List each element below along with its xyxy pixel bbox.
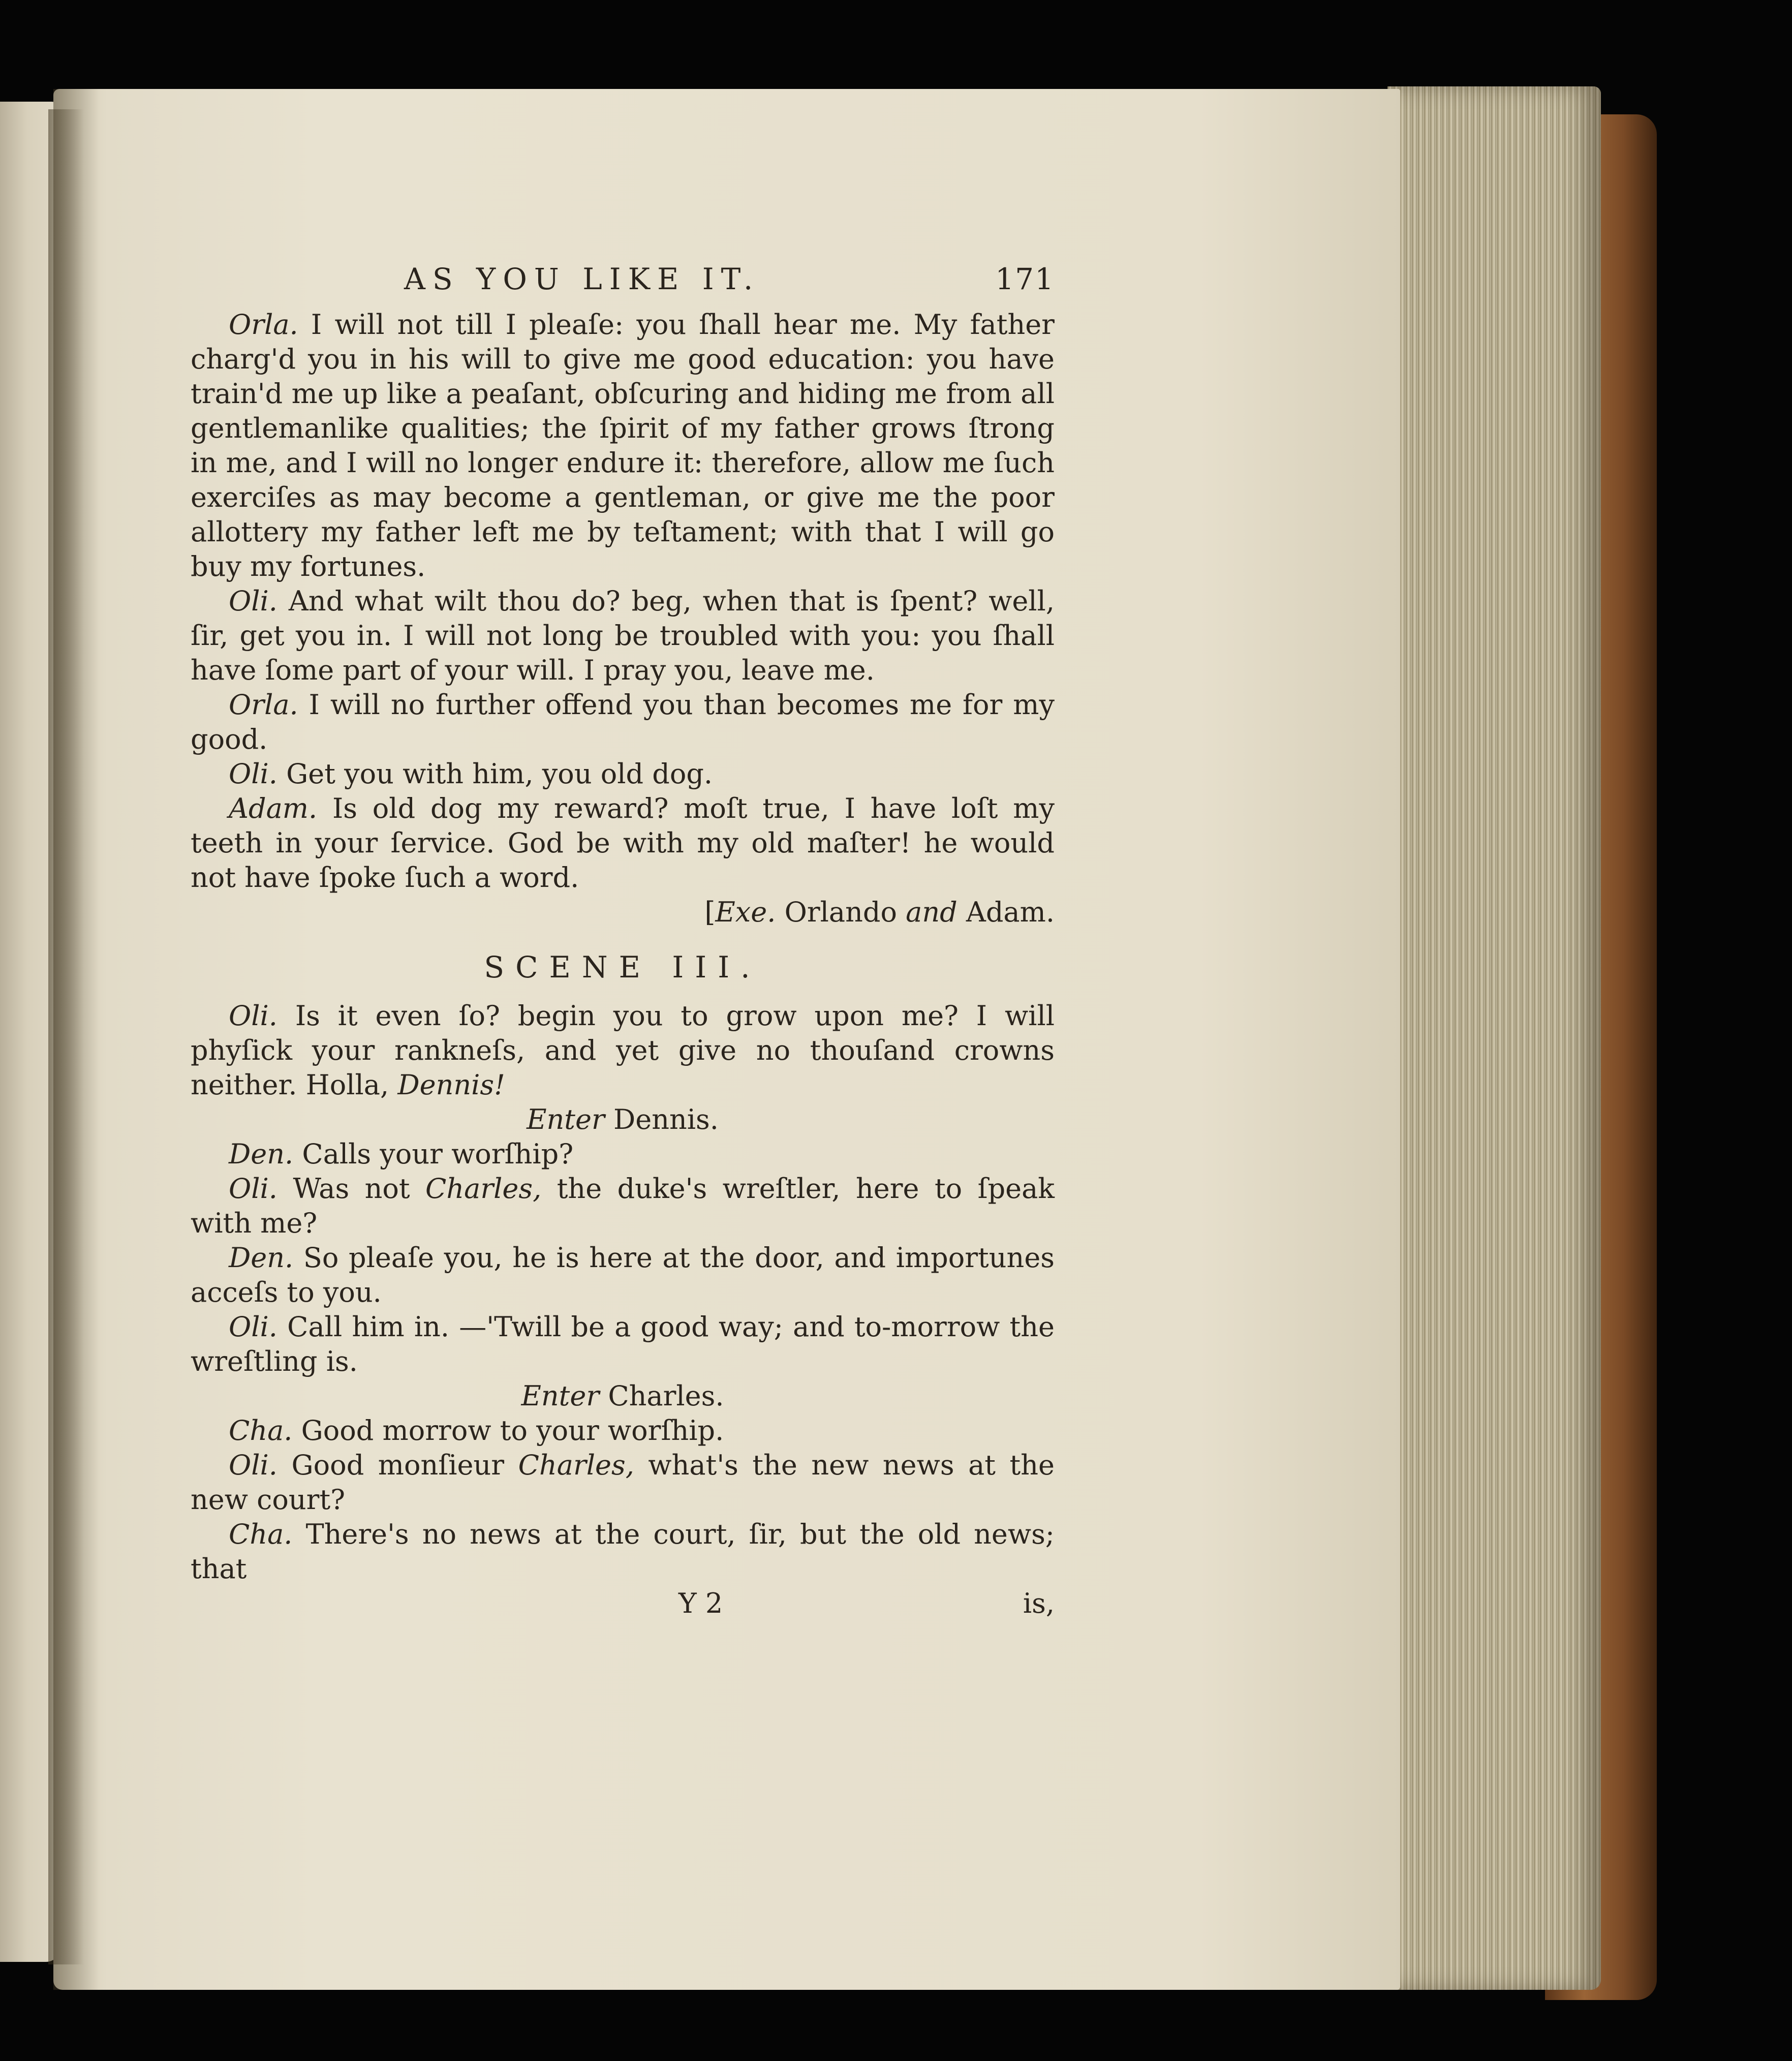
speech-text: what's the new news at the new court? — [191, 1449, 1055, 1516]
speech-text: And what wilt thou do? beg, when that is ſpent? well, ſir, get you in. I will not long be troubled with you: you ſhall have ſome part of your will. I pray you, leave me. — [191, 585, 1055, 686]
speaker-label: Oli. — [229, 585, 277, 617]
speaker-label: Oli. — [229, 1449, 277, 1481]
speech-text: Calls your worſhip? — [302, 1138, 574, 1170]
speech-text: Good morrow to your worſhip. — [301, 1414, 724, 1447]
stage-direction — [191, 1379, 1055, 1413]
speech — [191, 688, 1055, 757]
scene-heading: SCENE III. — [484, 950, 761, 985]
speech-text: Get you with him, you old dog. — [286, 758, 713, 790]
speech — [191, 1172, 1055, 1241]
stage-direction — [191, 1102, 1055, 1137]
page-block-edge — [1387, 86, 1601, 1990]
character-name: Orlando — [784, 896, 897, 928]
speech — [191, 1413, 1055, 1448]
speech-text: I will no further offend you than becomes me for my good. — [191, 689, 1055, 755]
character-name: Adam. — [966, 896, 1055, 928]
speech-text: Call him in. —'Twill be a good way; and to-morrow the wreſtling is. — [191, 1311, 1055, 1377]
speech — [191, 1517, 1055, 1586]
speech — [191, 1448, 1055, 1517]
character-name: Charles, — [518, 1449, 634, 1481]
speaker-label: Oli. — [229, 758, 277, 790]
speech — [191, 757, 1055, 791]
speech — [191, 1137, 1055, 1172]
character-name: Dennis. — [613, 1103, 719, 1135]
catchword: is, — [1023, 1587, 1055, 1619]
speech — [191, 791, 1055, 930]
speaker-label: Adam. — [229, 792, 318, 824]
exit-direction — [191, 895, 1055, 930]
enter-word: Enter — [527, 1103, 605, 1135]
call-name: Dennis! — [397, 1069, 505, 1101]
speech-text: I will not till I pleaſe: you ſhall hear me. My father charg'd you in his will to give me good education: you have train'd me up like a peaſant, obſcuring and hiding me from all gentlemanlike qualities; the ſpirit of my father grows ſtrong in me, and I will no longer endure it: therefore, allow me ſuch exerciſes as may become a gentleman, or give me the poor allottery my father left me by teſtament; with that I will go buy my fortunes. — [191, 309, 1055, 582]
page-number: 171 — [995, 262, 1055, 296]
running-title: AS YOU LIKE IT. — [404, 262, 760, 296]
speech — [191, 1241, 1055, 1310]
speech — [191, 584, 1055, 688]
speaker-label: Den. — [229, 1242, 294, 1274]
exe-word: Exe. — [715, 896, 776, 928]
speaker-label: Cha. — [229, 1518, 293, 1550]
speaker-label: Orla. — [229, 309, 298, 341]
page-header — [191, 262, 1055, 307]
speech-text: Is old dog my reward? moſt true, I have loſt my teeth in your ſervice. God be with my old maſter! he would not have ſpoke ſuch a word. — [191, 792, 1055, 894]
speaker-label: Orla. — [229, 689, 298, 721]
speaker-label: Cha. — [229, 1414, 293, 1447]
speaker-label: Oli. — [229, 1000, 277, 1032]
character-name: Charles. — [608, 1380, 724, 1412]
and-word: and — [906, 896, 957, 928]
character-name: Charles, — [425, 1173, 542, 1205]
speech — [191, 1310, 1055, 1379]
speaker-label: Oli. — [229, 1311, 277, 1343]
speech-text: So pleaſe you, he is here at the door, and importunes acceſs to you. — [191, 1242, 1055, 1308]
speech-text: There's no news at the court, ſir, but the old news; that — [191, 1518, 1055, 1585]
page-footer — [191, 1586, 1055, 1621]
speaker-label: Den. — [229, 1138, 294, 1170]
page-text — [191, 262, 1055, 1621]
speaker-label: Oli. — [229, 1173, 277, 1205]
enter-word: Enter — [521, 1380, 600, 1412]
speech — [191, 307, 1055, 584]
speech-text: Good monſieur — [291, 1449, 505, 1481]
speech-text: the duke's wreſtler, here to ſpeak with me? — [191, 1173, 1055, 1239]
speech-text: Is it even ſo? begin you to grow upon me? I will phyſick your rankneſs, and yet give no thouſand crowns neither. Holla, — [191, 1000, 1055, 1101]
speech — [191, 999, 1055, 1102]
signature-mark: Y 2 — [678, 1587, 723, 1619]
speech-text: Was not — [293, 1173, 410, 1205]
bracket: [ — [704, 896, 716, 928]
gutter-shadow — [53, 89, 99, 1990]
